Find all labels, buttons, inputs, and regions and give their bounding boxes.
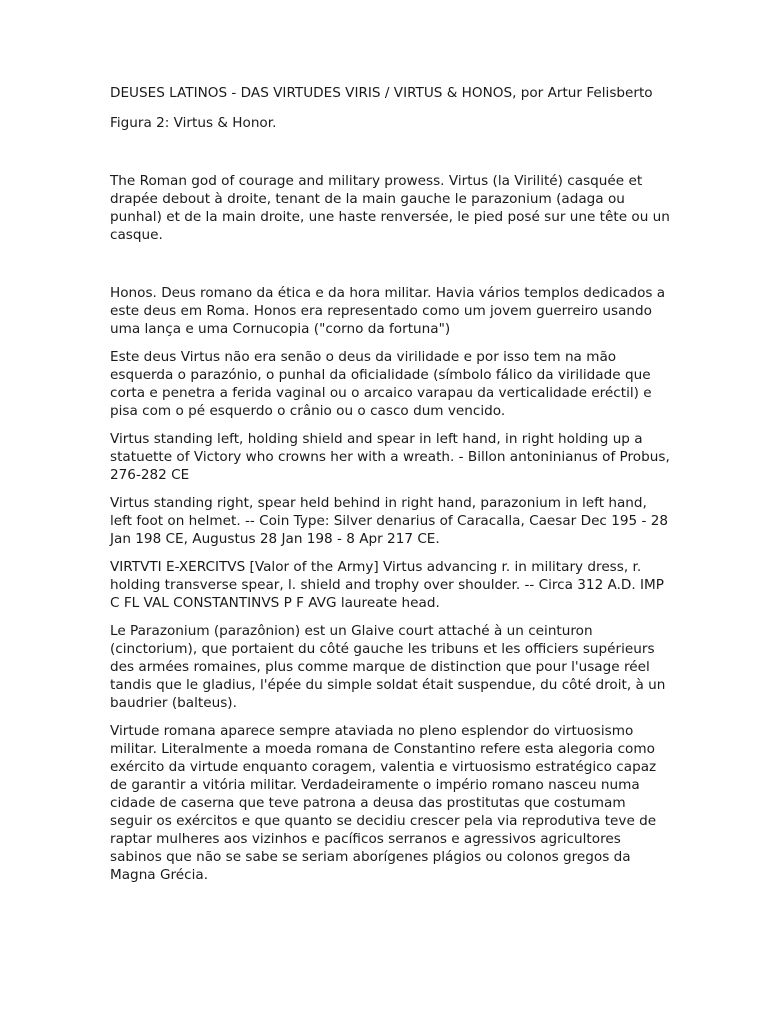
paragraph-coin-caracalla: Virtus standing right, spear held behind in right hand, parazonium in left hand, left foot on helmet. -- Coin Type: Silver denarius of Caracalla, Caesar Dec 195 - 28 Jan 198 CE, Augustus 28 Jan 198 - 8 Apr 217 CE.	[110, 495, 669, 547]
paragraph-honos: Honos. Deus romano da ética e da hora militar. Havia vários templos dedicados a este deus em Roma. Honos era representado como um jovem guerreiro usando uma lança e uma Cornucopia ("corno da fortuna")	[110, 285, 666, 337]
paragraph-parazonium: Le Parazonium (parazônion) est un Glaive court attaché à un ceinturon (cinctorium), que portaient du côté gauche les tribuns et les officiers supérieurs des armées romaines, plus comme marque de distinction que pour l'usage réel tandis que le gladius, l'épée du simple soldat était suspendue, du côté droit, à un baudrier (balteus).	[110, 623, 666, 711]
paragraph-virtus-description: The Roman god of courage and military prowess. Virtus (la Virilité) casquée et drapée debout à droite, tenant de la main gauche le parazonium (adaga ou punhal) et de la main droite, une haste renversée, le pied posé sur une tête ou un casque.	[110, 173, 670, 243]
paragraph-coin-probus: Virtus standing left, holding shield and spear in left hand, in right holding up a statuette of Victory who crowns her with a wreath. - Billon antoninianus of Probus, 276-282 CE	[110, 431, 670, 483]
paragraph-virtude-romana: Virtude romana aparece sempre ataviada no pleno esplendor do virtuosismo militar. Literalmente a moeda romana de Constantino refere esta alegoria como exército da virtude enquanto coragem, valentia e virtuosismo estratégico capaz de garantir a vitória militar. Verdadeiramente o império romano nasceu numa cidade de caserna que teve patrona a deusa das prostitutas que costumam seguir os exércitos e que quanto se decidiu crescer pela via reprodutiva teve de raptar mulheres aos vizinhos e pacíficos serranos e agressivos agricultores sabinos que não se sabe se seriam aborígenes plágios ou colonos gregos da Magna Grécia.	[110, 723, 657, 883]
document-page	[110, 84, 670, 894]
paragraph-coin-constantine: VIRTVTI E-XERCITVS [Valor of the Army] Virtus advancing r. in military dress, r. holding transverse spear, l. shield and trophy over shoulder. -- Circa 312 A.D. IMP C FL VAL CONSTANTINVS P F AVG laureate head.	[110, 559, 664, 611]
figure-caption: Figura 2: Virtus & Honor.	[110, 115, 277, 131]
document-title: DEUSES LATINOS - DAS VIRTUDES VIRIS / VIRTUS & HONOS, por Artur Felisberto	[110, 85, 653, 101]
paragraph-virtus-virilidade: Este deus Virtus não era senão o deus da virilidade e por isso tem na mão esquerda o parazónio, o punhal da oficialidade (símbolo fálico da virilidade que corta e penetra a ferida vaginal ou o arcaico varapau da verticalidade eréctil) e pisa com o pé esquerdo o crânio ou o casco dum vencido.	[110, 349, 652, 419]
